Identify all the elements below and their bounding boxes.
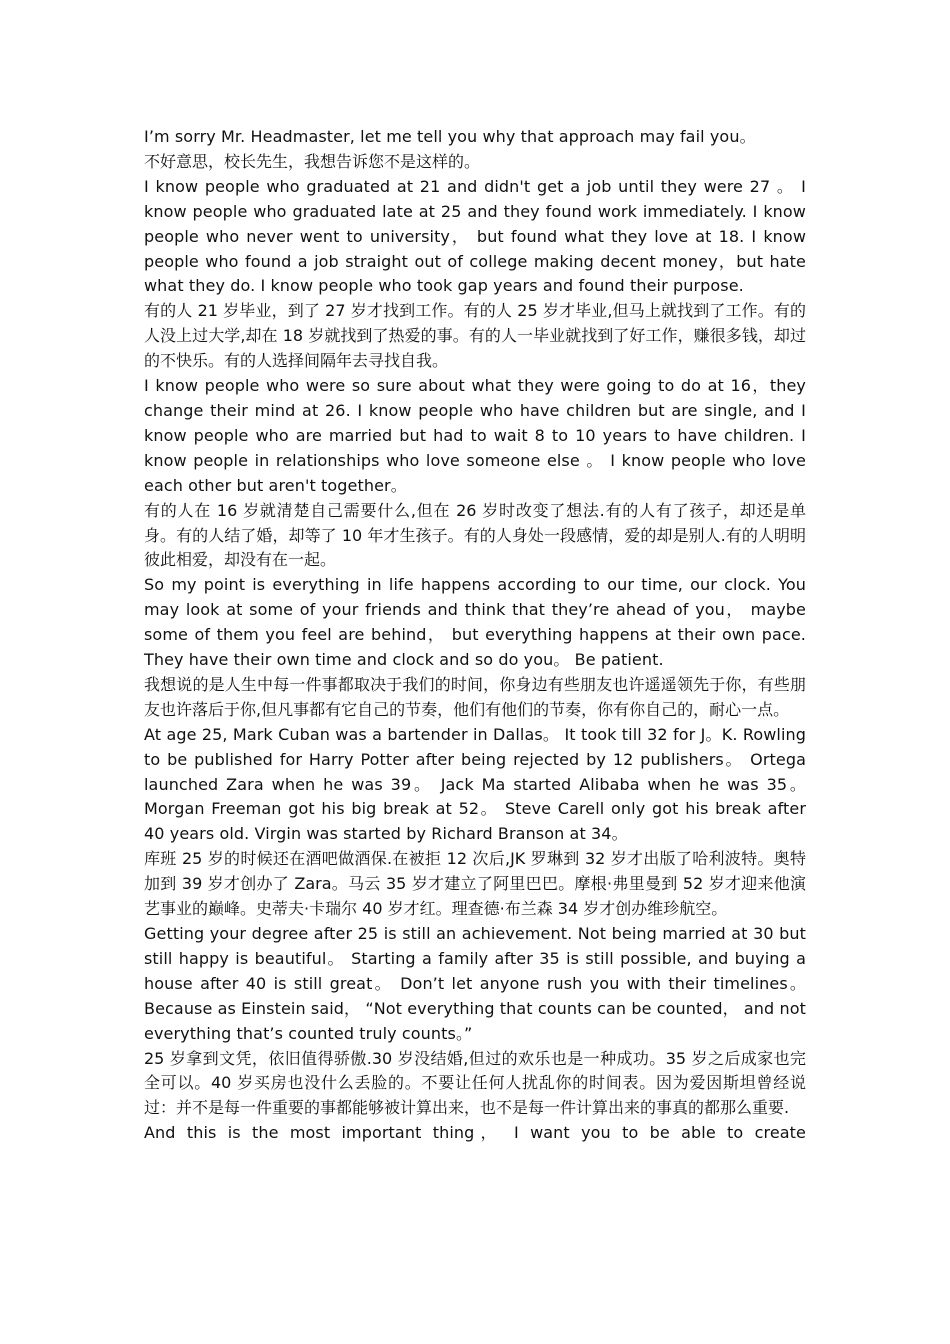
paragraph-zh-6: 25 岁拿到文凭，依旧值得骄傲.30 岁没结婚,但过的欢乐也是一种成功。35 岁之后成家也完全可以。40 岁买房也没什么丢脸的。不要让任何人扰乱你的时间表。因为爱因斯坦曾经说过：并不是每一件重要的事都能够被计算出来，也不是每一件计算出来的事真的都那么重要.: [144, 1048, 806, 1118]
paragraph-en-1: I’m sorry Mr. Headmaster, let me tell you why that approach may fail you。: [144, 127, 756, 146]
paragraph-en-2: I know people who graduated at 21 and didn't get a job until they were 27 。 I know people who graduated late at 25 and they found work immediately. I know people who never went to university， but found what they love at 18. I know people who found a job straight out of college making decent money，but hate what they do. I know people who took gap years and found their purpose.: [144, 176, 806, 296]
paragraph-en-3: I know people who were so sure about what they were going to do at 16，they change their mind at 26. I know people who have children but are single, and I know people who are married but had to wait 8 to 10 years to have children. I know people in relationships who love someone else 。 I know people who love each other but aren't together。: [144, 376, 806, 495]
paragraph-en-6: Getting your degree after 25 is still an achievement. Not being married at 30 but still happy is beautiful。 Starting a family after 35 is still possible, and buying a house after 40 is still great。 Don’t let anyone rush you with their timelines。 Because as Einstein said， “Not everything that counts can be counted， and not everything that’s counted truly counts。”: [144, 924, 806, 1043]
document-body: [144, 125, 806, 1146]
paragraph-en-7: And this is the most important thing， I want you to be able to create: [144, 1123, 806, 1143]
paragraph-zh-2: 有的人 21 岁毕业，到了 27 岁才找到工作。有的人 25 岁才毕业,但马上就找到了工作。有的人没上过大学,却在 18 岁就找到了热爱的事。有的人一毕业就找到了好工作，赚很多钱，却过的不快乐。有的人选择间隔年去寻找自我。: [144, 301, 806, 371]
paragraph-en-5: At age 25, Mark Cuban was a bartender in Dallas。 It took till 32 for J。K. Rowling to be published for Harry Potter after being rejected by 12 publishers。 Ortega launched Zara when he was 39。 Jack Ma started Alibaba when he was 35。 Morgan Freeman got his big break at 52。 Steve Carell only got his break after 40 years old. Virgin was started by Richard Branson at 34。: [144, 724, 806, 844]
paragraph-zh-1: 不好意思，校长先生，我想告诉您不是这样的。: [144, 151, 481, 171]
paragraph-en-4: So my point is everything in life happens according to our time, our clock. You may look at some of your friends and think that they’re ahead of you， maybe some of them you feel are behind， but everything happens at their own pace. They have their own time and clock and so do you。 Be patient.: [144, 575, 806, 670]
paragraph-zh-3: 有的人在 16 岁就清楚自己需要什么,但在 26 岁时改变了想法.有的人有了孩子，却还是单身。有的人结了婚，却等了 10 年才生孩子。有的人身处一段感情，爱的却是别人.有的人明明彼此相爱，却没有在一起。: [144, 500, 806, 570]
paragraph-zh-5: 库班 25 岁的时候还在酒吧做酒保.在被拒 12 次后,JK 罗琳到 32 岁才出版了哈利波特。奥特加到 39 岁才创办了 Zara。马云 35 岁才建立了阿里巴巴。摩根·弗里曼到 52 岁才迎来他演艺事业的巅峰。史蒂夫·卡瑞尔 40 岁才红。理查德·布兰森 34 岁才创办维珍航空。: [144, 849, 806, 919]
paragraph-zh-4: 我想说的是人生中每一件事都取决于我们的时间，你身边有些朋友也许遥遥领先于你，有些朋友也许落后于你,但凡事都有它自己的节奏，他们有他们的节奏，你有你自己的，耐心一点。: [144, 674, 806, 719]
